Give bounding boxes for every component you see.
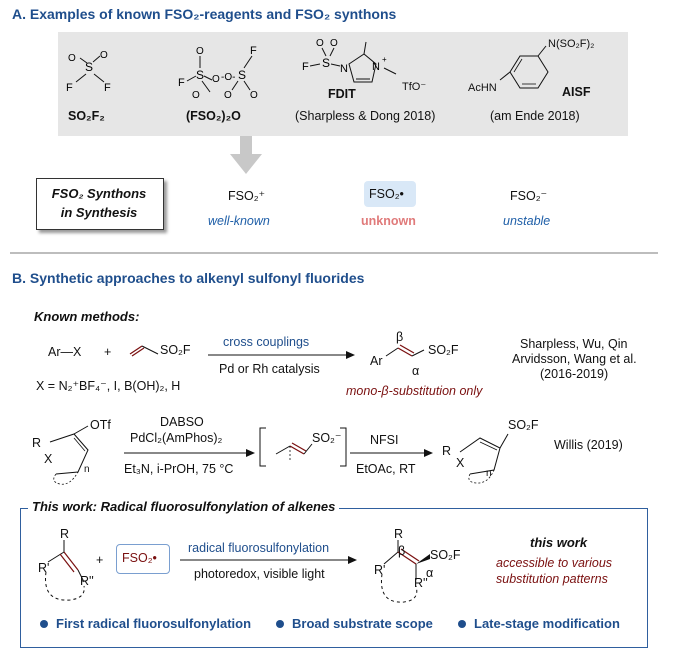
rxn1-arrow-bottom: Pd or Rh catalysis	[219, 362, 320, 376]
svg-text:S: S	[85, 60, 94, 74]
product-so2f: SO₂F	[430, 548, 461, 562]
synthon-box-line2: in Synthesis	[60, 205, 138, 220]
rxn2-r: R	[32, 436, 42, 450]
rxn2-arrow2	[350, 448, 434, 458]
synthon-cation: FSO₂⁺	[228, 189, 266, 203]
product-beta: β	[398, 544, 406, 558]
svg-text:F: F	[302, 61, 309, 73]
bullet-dot-2	[276, 620, 284, 628]
rxn1-plus: +	[104, 345, 112, 359]
synthon-cation-status: well-known	[208, 214, 270, 228]
rxn2-ref: Willis (2019)	[554, 438, 623, 452]
this-work-arrow-bottom: photoredox, visible light	[194, 567, 325, 581]
svg-text:F: F	[178, 77, 185, 89]
section-a-title: A. Examples of known FSO₂-reagents and FSO₂ synthons	[12, 6, 397, 22]
rxn1-product-beta: β	[396, 330, 404, 344]
rxn2-intermediate: SO₂⁻	[312, 431, 342, 445]
section-divider	[10, 252, 658, 254]
this-work-plus: +	[96, 553, 104, 567]
aisf-substituent-top: N(SO₂F)₂	[548, 38, 595, 50]
rxn1-note: mono-β-substitution only	[346, 384, 483, 398]
rxn2-product-so2f: SO₂F	[508, 418, 539, 432]
svg-text:S: S	[196, 68, 205, 82]
rxn2-product-ring	[444, 424, 524, 486]
svg-text:F: F	[250, 45, 257, 57]
svg-text:O: O	[100, 50, 108, 61]
this-work-arrow-top: radical fluorosulfonylation	[188, 541, 330, 555]
rxn1-product-ar: Ar	[370, 354, 383, 368]
this-work-radical: FSO₂•	[122, 551, 157, 565]
svg-text:O: O	[192, 90, 200, 101]
svg-text:F: F	[104, 82, 111, 94]
so2f2-structure	[60, 36, 130, 96]
svg-text:-O-: -O-	[221, 72, 236, 83]
rxn2-n: n	[84, 464, 90, 475]
this-work-arrow	[180, 555, 358, 565]
rxn1-product-bonds	[384, 342, 428, 364]
svg-text:+: +	[382, 55, 387, 64]
bullet-first-radical: First radical fluorosulfonylation	[56, 616, 252, 631]
bullet-dot-1	[40, 620, 48, 628]
down-arrow-icon	[228, 136, 264, 176]
rxn1-refs-line1: Sharpless, Wu, Qin	[520, 337, 628, 351]
bullet-dot-3	[458, 620, 466, 628]
svg-text:O: O	[224, 90, 232, 101]
reagent-name-fdit: FDIT	[328, 87, 356, 101]
section-b-title: B. Synthetic approaches to alkenyl sulfonyl fluorides	[12, 270, 365, 286]
alkene-r: R	[60, 527, 70, 541]
svg-text:S: S	[322, 56, 331, 70]
rxn2-arrow2-top: NFSI	[370, 433, 399, 447]
synthon-box-line1: FSO₂ Synthons	[51, 186, 147, 201]
svg-text:O: O	[250, 90, 258, 101]
reagent-name-anhydride: (FSO₂)₂O	[186, 109, 241, 123]
product-r-prime: R'	[374, 563, 386, 577]
rxn2-reagent-dabso: DABSO	[160, 415, 204, 429]
rxn2-product-r: R	[442, 444, 452, 458]
this-work-desc-line2: substitution patterns	[496, 572, 608, 586]
svg-text:O: O	[68, 53, 76, 64]
synthon-anion-status: unstable	[503, 214, 551, 228]
fso2-anhydride-structure	[172, 36, 272, 102]
reagent-caption-aisf: (am Ende 2018)	[490, 109, 580, 123]
rxn1-product-alpha: α	[412, 364, 420, 378]
svg-text:O: O	[316, 38, 324, 49]
rxn1-arrow-top: cross couplings	[223, 335, 310, 349]
synthon-radical-status: unknown	[361, 214, 416, 228]
svg-text:O: O	[196, 46, 204, 57]
svg-text:N: N	[372, 61, 380, 73]
this-work-desc-line1: accessible to various	[496, 556, 613, 570]
aisf-substituent-left: AcHN	[468, 82, 497, 94]
rxn2-x: X	[44, 452, 53, 466]
reagent-name-aisf: AISF	[562, 85, 591, 99]
rxn1-refs-line3: (2016-2019)	[540, 367, 609, 381]
bullet-late-stage: Late-stage modification	[474, 616, 620, 631]
rxn2-reagent-catalyst: PdCl₂(AmPhos)₂	[130, 431, 223, 445]
svg-text:S: S	[238, 68, 247, 82]
rxn1-reactant: Ar—X	[48, 345, 82, 359]
bullet-broad-scope: Broad substrate scope	[292, 616, 433, 631]
this-work-title: This work: Radical fluorosulfonylation of alkenes	[28, 499, 339, 514]
svg-text:O: O	[212, 74, 220, 85]
rxn2-arrow1	[124, 448, 256, 458]
svg-text:N: N	[340, 63, 348, 75]
rxn1-arrow	[208, 350, 356, 360]
known-methods-label: Known methods:	[34, 309, 140, 324]
rxn2-product-n: n	[486, 468, 492, 479]
rxn2-product-x: X	[456, 456, 465, 470]
rxn1-reagent: SO₂F	[160, 343, 191, 357]
svg-text:O: O	[330, 38, 338, 49]
aisf-structure	[490, 42, 560, 102]
product-alpha: α	[426, 566, 434, 580]
rxn2-otf: OTf	[90, 418, 111, 432]
synthon-radical: FSO₂•	[369, 187, 404, 201]
product-r-dprime: R''	[414, 576, 428, 590]
alkene-r-dprime: R''	[80, 574, 94, 588]
vinyl-bond	[128, 336, 162, 360]
fdit-counterion: TfO⁻	[402, 81, 427, 93]
rxn2-conditions: Et₃N, i-PrOH, 75 °C	[124, 462, 234, 476]
rxn1-x-definition: X = N₂⁺BF₄⁻, I, B(OH)₂, H	[36, 379, 181, 393]
svg-text:F: F	[66, 82, 73, 94]
product-r: R	[394, 527, 404, 541]
rxn2-arrow2-bottom: EtOAc, RT	[356, 462, 416, 476]
synthon-anion: FSO₂⁻	[510, 189, 548, 203]
reagent-name-so2f2: SO₂F₂	[68, 109, 105, 123]
rxn1-product-so2f: SO₂F	[428, 343, 459, 357]
reagent-caption-fdit: (Sharpless & Dong 2018)	[295, 109, 436, 123]
alkene-r-prime: R'	[38, 561, 50, 575]
rxn1-refs-line2: Arvidsson, Wang et al.	[512, 352, 637, 366]
this-work-label: this work	[530, 535, 588, 550]
